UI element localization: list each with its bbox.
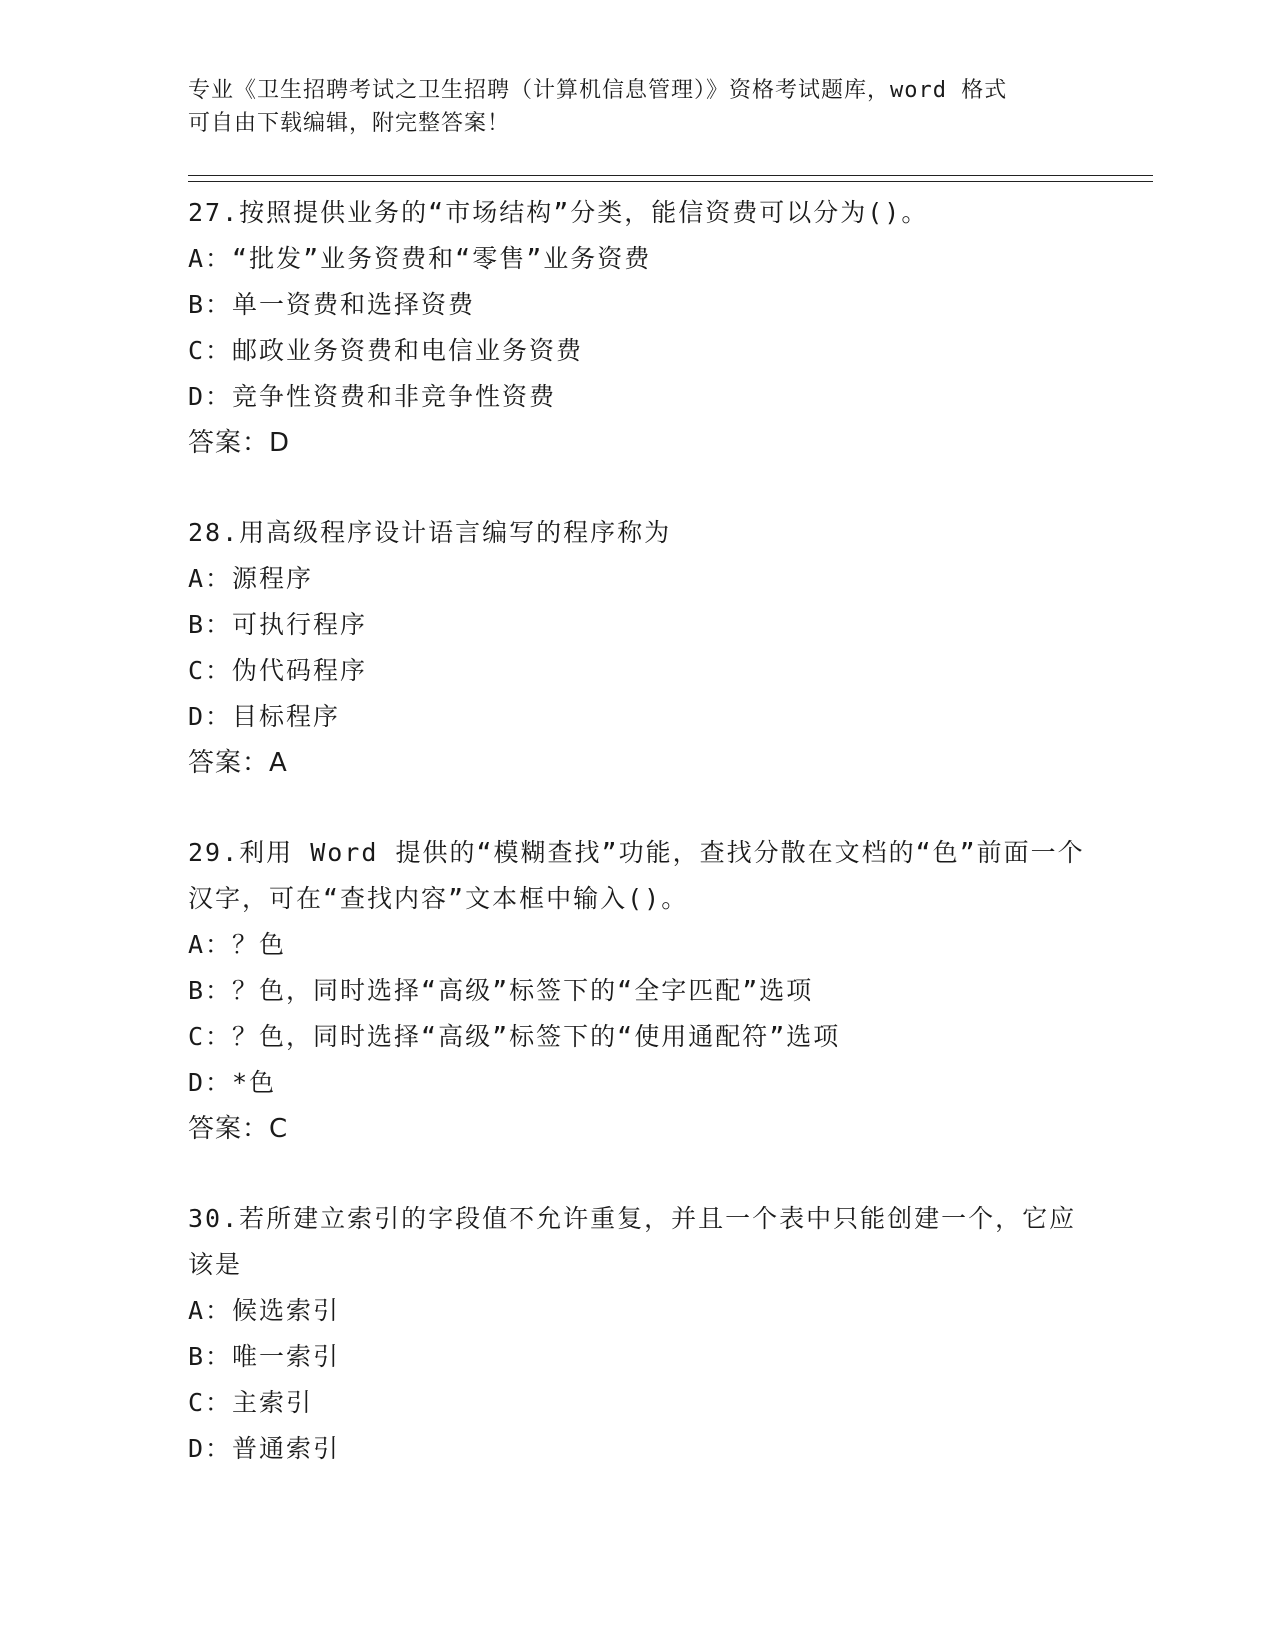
question-stem: 27.按照提供业务的“市场结构”分类，能信资费可以分为()。 [188, 198, 929, 227]
document-header [188, 74, 1068, 140]
option-b: B：唯一索引 [188, 1342, 341, 1371]
answer: 答案：D [188, 428, 291, 458]
question-stem: 29.利用 Word 提供的“模糊查找”功能，查找分散在文档的“色”前面一个汉字，可在“查找内容”文本框中输入()。 [188, 838, 1085, 913]
option-b: B：？色，同时选择“高级”标签下的“全字匹配”选项 [188, 976, 814, 1005]
option-a: A：候选索引 [188, 1296, 341, 1325]
question-27 [188, 190, 1088, 466]
option-c: C：伪代码程序 [188, 656, 368, 685]
question-stem: 28.用高级程序设计语言编写的程序称为 [188, 518, 672, 547]
option-d: D：目标程序 [188, 702, 341, 731]
answer: 答案：C [188, 1114, 289, 1144]
answer: 答案：A [188, 748, 288, 778]
option-d: D：竞争性资费和非竞争性资费 [188, 382, 557, 411]
option-c: C：主索引 [188, 1388, 314, 1417]
question-29 [188, 830, 1088, 1152]
question-stem: 30.若所建立索引的字段值不允许重复，并且一个表中只能创建一个，它应该是 [188, 1204, 1077, 1279]
question-30 [188, 1196, 1088, 1472]
option-c: C：邮政业务资费和电信业务资费 [188, 336, 584, 365]
header-divider-top [188, 175, 1153, 176]
option-a: A：“批发”业务资费和“零售”业务资费 [188, 244, 652, 273]
option-b: B：单一资费和选择资费 [188, 290, 476, 319]
option-c: C：？色，同时选择“高级”标签下的“使用通配符”选项 [188, 1022, 841, 1051]
option-d: D：*色 [188, 1068, 277, 1097]
header-line-2: 可自由下载编辑，附完整答案！ [188, 111, 511, 136]
option-a: A：？色 [188, 930, 287, 959]
option-d: D：普通索引 [188, 1434, 341, 1463]
header-divider-bottom [188, 181, 1153, 182]
header-line-1: 专业《卫生招聘考试之卫生招聘（计算机信息管理）》资格考试题库，word 格式 [188, 78, 1008, 103]
question-28 [188, 510, 1088, 786]
question-list [188, 190, 1088, 1516]
option-a: A：源程序 [188, 564, 314, 593]
option-b: B：可执行程序 [188, 610, 368, 639]
